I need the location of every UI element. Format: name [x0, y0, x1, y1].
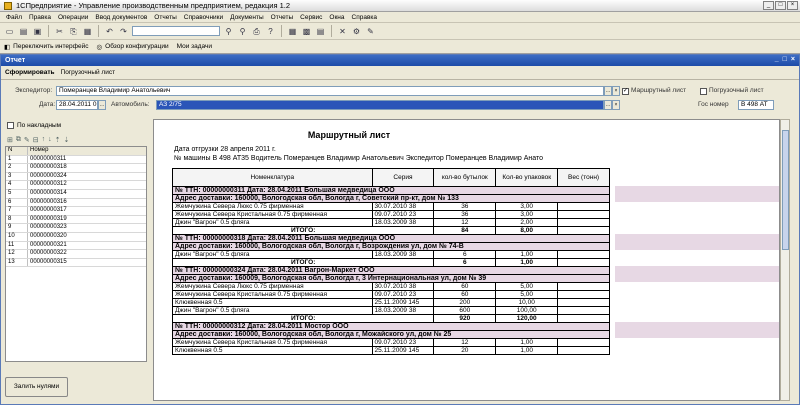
my-tasks-button[interactable] — [177, 43, 212, 50]
edit-row-icon[interactable]: ✎ — [23, 136, 30, 144]
address-row — [173, 275, 610, 283]
invoice-row[interactable] — [6, 259, 146, 268]
invoice-row-index: 2 — [6, 164, 28, 172]
total-row — [173, 227, 610, 235]
fill-zeros-button[interactable]: Залить нулями — [5, 377, 68, 397]
total-packs: 1,00 — [496, 259, 558, 267]
undo-icon[interactable]: ↶ — [106, 26, 113, 36]
invoice-row-index: 4 — [6, 181, 28, 189]
item-name: Клюквенная 0.5 — [173, 299, 373, 307]
address-row — [173, 195, 610, 203]
switch-interface-label: Переключить интерфейс — [13, 43, 89, 50]
save-icon[interactable]: ▣ — [33, 26, 42, 36]
item-packs: 3,00 — [496, 211, 558, 219]
date-label: Дата: — [39, 101, 56, 108]
new-file-icon[interactable]: ▭ — [5, 26, 14, 36]
item-weight — [558, 211, 610, 219]
by-invoices-label: По накладным — [17, 122, 62, 129]
item-name: Жемчужина Севера Кристальная 0.75 фирменная — [173, 291, 373, 299]
item-row — [173, 211, 610, 219]
item-packs: 1,00 — [496, 339, 558, 347]
item-series: 09.07.2010 23 — [372, 291, 434, 299]
invoice-row-index: 13 — [6, 259, 28, 267]
menu-item[interactable]: Окна — [329, 13, 345, 21]
cancel-icon[interactable]: ✕ — [339, 26, 346, 36]
item-series: 25.11.2009 145 — [372, 299, 434, 307]
total-row — [173, 315, 610, 323]
item-name: Клюквенная 0.5 — [173, 347, 373, 355]
find-next-icon[interactable]: ⚲ — [239, 26, 246, 36]
invoice-row-number: 00000000322 — [30, 250, 67, 257]
item-packs: 3,00 — [496, 203, 558, 211]
header-weight: Вес (тонн) — [558, 169, 610, 187]
invoice-table — [5, 146, 147, 362]
route-table — [172, 168, 610, 355]
item-row — [173, 291, 610, 299]
report-window-title — [1, 55, 799, 66]
item-row — [173, 339, 610, 347]
item-packs: 100,00 — [496, 307, 558, 315]
invoice-row-number: 00000000315 — [30, 258, 67, 265]
app-title: 1СПредприятие - Управление производственным предприятием, редакция 1.2 — [16, 1, 291, 10]
total-weight — [558, 259, 610, 267]
help-icon[interactable]: ? — [268, 26, 273, 36]
item-bottles: 36 — [434, 203, 496, 211]
invoice-row[interactable] — [6, 242, 146, 251]
maximize-button[interactable]: □ — [775, 1, 786, 10]
window-titlebar — [0, 0, 800, 12]
delivery-address: Адрес доставки: 160000, Вологодская обл, Вологда г, Советский пр-кт, дом № 133 — [173, 195, 610, 203]
gos-number-field[interactable]: В 498 АТ — [738, 100, 774, 110]
ttn-header: № ТТН: 00000000318 Дата: 28.04.2011 Большая медведица ООО — [173, 235, 610, 243]
tools-icon[interactable]: ✎ — [367, 26, 374, 36]
search-combo[interactable] — [132, 26, 220, 36]
menu-item[interactable]: Сервис — [300, 13, 323, 21]
app-icon — [4, 2, 12, 10]
main-toolbar — [0, 23, 800, 40]
item-row — [173, 283, 610, 291]
report-title: Маршрутный лист — [307, 130, 391, 140]
item-series: 09.07.2010 23 — [372, 339, 434, 347]
doc-maximize-button[interactable]: □ — [782, 56, 787, 63]
report-sheet — [153, 119, 780, 401]
item-series: 18.03.2009 38 — [372, 307, 434, 315]
date-field[interactable]: 28.04.2011 0 — [56, 100, 98, 110]
total-row — [173, 259, 610, 267]
report-window — [0, 54, 800, 405]
forwarder-select-button[interactable]: … — [605, 88, 611, 94]
menu-item[interactable]: Справочники — [183, 13, 224, 21]
route-table-header — [173, 169, 610, 187]
delivery-address: Адрес доставки: 160000, Вологодская обл, Вологда г, Можайского ул, дом № 25 — [173, 331, 610, 339]
row-highlight-band — [615, 234, 780, 242]
item-bottles: 6 — [434, 251, 496, 259]
calculator-icon[interactable]: ▩ — [302, 26, 311, 36]
item-row — [173, 219, 610, 227]
doc-close-button[interactable]: × — [790, 56, 795, 63]
invoice-table-header — [6, 147, 146, 156]
item-series: 25.11.2009 145 — [372, 347, 434, 355]
item-weight — [558, 299, 610, 307]
item-bottles: 600 — [434, 307, 496, 315]
switch-icon: ◧ — [4, 43, 11, 51]
switch-interface-button[interactable] — [4, 43, 89, 51]
invoice-row-index: 8 — [6, 216, 28, 224]
item-bottles: 20 — [434, 347, 496, 355]
report-window-controls — [775, 56, 795, 63]
invoice-row-number: 00000000320 — [30, 232, 67, 239]
menu-bar — [0, 12, 800, 23]
item-row — [173, 299, 610, 307]
header-bottles: кол-во бутылок — [434, 169, 496, 187]
item-series: 09.07.2010 23 — [372, 211, 434, 219]
by-invoices-row — [7, 122, 61, 129]
item-weight — [558, 283, 610, 291]
item-weight — [558, 307, 610, 315]
scroll-thumb[interactable] — [782, 130, 789, 250]
item-name: Жемчужина Севера Кристальная 0.75 фирменная — [173, 211, 373, 219]
route-sheet-checkbox[interactable]: ✓ — [623, 88, 629, 94]
col-n-header: N — [6, 147, 28, 155]
invoice-row-number: 00000000314 — [30, 189, 67, 196]
row-highlight-band — [615, 194, 780, 202]
print-icon[interactable]: ⎙ — [253, 26, 260, 36]
move-up-icon[interactable]: ↑ — [41, 136, 46, 143]
total-bottles: 920 — [434, 315, 496, 323]
copy-icon[interactable]: ⎘ — [70, 26, 77, 36]
loading-sheet-label: Погрузочный лист — [709, 87, 764, 94]
item-series: 30.07.2010 38 — [372, 203, 434, 211]
auto-label: Автомобиль: — [111, 101, 150, 108]
invoice-row-index: 6 — [6, 199, 28, 207]
item-weight — [558, 339, 610, 347]
item-packs: 10,00 — [496, 299, 558, 307]
minimize-button[interactable]: _ — [763, 1, 774, 10]
total-bottles: 84 — [434, 227, 496, 235]
item-bottles: 36 — [434, 211, 496, 219]
header-series: Серия — [372, 169, 434, 187]
move-down-icon[interactable]: ↓ — [48, 136, 52, 143]
loading-sheet-checkbox[interactable] — [700, 88, 707, 95]
item-bottles: 200 — [434, 299, 496, 307]
auto-field[interactable]: АЗ 2/75 — [156, 100, 604, 110]
total-weight — [558, 227, 610, 235]
menu-item[interactable]: Файл — [6, 13, 22, 21]
delivery-address: Адрес доставки: 160009, Вологодская обл, Вологда г, 3 Интернациональная ул, дом № 39 — [173, 275, 610, 283]
ship-date-line: Дата отгрузки 28 апреля 2011 г. — [174, 146, 276, 153]
doc-minimize-button[interactable]: _ — [774, 56, 779, 63]
sort-asc-icon[interactable]: ⇡ — [54, 136, 61, 144]
header-packs: Кол-во упаковок — [496, 169, 558, 187]
invoice-row-number: 00000000312 — [30, 181, 67, 188]
invoice-row-index: 11 — [6, 242, 28, 250]
address-row — [173, 331, 610, 339]
toolbar-separator — [48, 25, 49, 37]
invoice-row-number: 00000000323 — [30, 224, 67, 231]
total-label: ИТОГО: — [173, 259, 434, 267]
item-row — [173, 203, 610, 211]
delete-row-icon[interactable]: ⊟ — [32, 136, 39, 144]
item-weight — [558, 251, 610, 259]
ttn-header: № ТТН: 00000000312 Дата: 28.04.2011 Мостор ООО — [173, 323, 610, 331]
calendar-icon[interactable]: ▦ — [288, 26, 297, 36]
gos-number-label: Гос номер — [698, 101, 729, 108]
invoice-row-number: 00000000321 — [30, 241, 67, 248]
ttn-row — [173, 187, 610, 195]
invoice-row-number: 00000000317 — [30, 207, 67, 214]
row-highlight-band — [615, 330, 780, 338]
row-highlight-band — [615, 266, 780, 274]
item-weight — [558, 203, 610, 211]
item-name: Жемчужина Севера Люкс 0.75 фирменная — [173, 203, 373, 211]
config-review-button[interactable] — [97, 43, 169, 51]
row-highlight-band — [615, 242, 780, 250]
invoice-row-index: 12 — [6, 250, 28, 258]
item-packs: 2,00 — [496, 219, 558, 227]
col-number-header: Номер — [30, 147, 49, 153]
item-weight — [558, 347, 610, 355]
item-packs: 1,00 — [496, 347, 558, 355]
item-row — [173, 307, 610, 315]
menu-item[interactable]: Отчеты — [154, 13, 177, 21]
item-packs: 1,00 — [496, 251, 558, 259]
toolbar-separator — [281, 25, 282, 37]
total-packs: 8,00 — [496, 227, 558, 235]
add-row-icon[interactable]: ⊞ — [7, 136, 13, 144]
invoice-row-number: 00000000311 — [30, 155, 67, 162]
invoice-row[interactable] — [6, 224, 146, 233]
total-weight — [558, 315, 610, 323]
total-bottles: 6 — [434, 259, 496, 267]
table-icon[interactable]: ▤ — [316, 26, 325, 36]
report-command-bar — [1, 67, 799, 78]
row-highlight-band — [615, 186, 780, 194]
review-icon: ◎ — [96, 43, 103, 51]
machine-line: № машины В 498 АТ35 Водитель Померанцев Владимир Анатольевич Экспедитор Померанцев Владимир Анато — [174, 155, 544, 162]
auto-clear-button[interactable]: × — [612, 100, 620, 110]
menu-item[interactable]: Правка — [28, 13, 51, 21]
my-tasks-label: Мои задачи — [176, 43, 213, 50]
route-sheet-label: Маршрутный лист — [631, 87, 687, 94]
menu-item[interactable]: Операции — [57, 13, 89, 21]
invoice-row[interactable] — [6, 181, 146, 190]
header-nomenclature: Номенклатура — [173, 169, 373, 187]
invoice-row-index: 1 — [6, 156, 28, 164]
invoice-row[interactable] — [6, 164, 146, 173]
close-button[interactable]: × — [787, 1, 798, 10]
invoice-row[interactable] — [6, 250, 146, 259]
date-picker-button[interactable]: … — [99, 102, 105, 108]
open-folder-icon[interactable]: ▤ — [19, 26, 28, 36]
redo-icon[interactable]: ↷ — [120, 26, 127, 36]
total-label: ИТОГО: — [173, 315, 434, 323]
window-controls — [763, 1, 798, 10]
copy-row-icon[interactable]: ⧉ — [15, 135, 21, 143]
cut-icon[interactable]: ✂ — [56, 26, 63, 36]
item-bottles: 60 — [434, 283, 496, 291]
invoice-row-number: 00000000318 — [30, 164, 67, 171]
ttn-header: № ТТН: 00000000311 Дата: 28.04.2011 Большая медведица ООО — [173, 187, 610, 195]
item-packs: 5,00 — [496, 291, 558, 299]
report-title-label: Отчет — [5, 57, 26, 64]
item-bottles: 12 — [434, 339, 496, 347]
item-name: Жемчужина Севера Люкс 0.75 фирменная — [173, 283, 373, 291]
menu-item[interactable]: Ввод документов — [95, 13, 148, 21]
forwarder-clear-button[interactable]: × — [612, 86, 620, 96]
invoice-row-number: 00000000316 — [30, 198, 67, 205]
forwarder-field[interactable]: Померанцев Владимир Анатольевич — [56, 86, 604, 96]
item-name: Джин "Вагрон" 0.5 фляга — [173, 307, 373, 315]
menu-item[interactable]: Документы — [230, 13, 264, 21]
item-series: 18.03.2009 38 — [372, 219, 434, 227]
row-highlight-band — [615, 322, 780, 330]
address-row — [173, 243, 610, 251]
invoice-row[interactable] — [6, 233, 146, 242]
invoice-panel — [5, 122, 148, 402]
find-icon[interactable]: ⚲ — [225, 26, 232, 36]
item-series: 30.07.2010 38 — [372, 283, 434, 291]
row-highlight-band — [615, 274, 780, 282]
secondary-toolbar — [0, 40, 800, 54]
report-vertical-scrollbar[interactable] — [780, 119, 790, 401]
config-review-label: Обзор конфигурации — [105, 43, 169, 50]
item-name: Джин "Вагрон" 0.5 фляга — [173, 219, 373, 227]
divider — [1, 79, 799, 80]
item-series: 18.03.2009 38 — [372, 251, 434, 259]
forwarder-label: Экспедитор: — [15, 87, 53, 94]
invoice-row-index: 10 — [6, 233, 28, 241]
invoice-row[interactable] — [6, 216, 146, 225]
properties-icon[interactable]: ⚙ — [352, 26, 361, 36]
item-packs: 5,00 — [496, 283, 558, 291]
ttn-header: № ТТН: 00000000324 Дата: 28.04.2011 Вагрон-Маркет ООО — [173, 267, 610, 275]
auto-select-button[interactable]: … — [605, 102, 611, 108]
item-weight — [558, 219, 610, 227]
invoice-row[interactable] — [6, 207, 146, 216]
loading-sheet-tab[interactable]: Погрузочный лист — [60, 69, 116, 76]
toolbar-separator — [331, 25, 332, 37]
invoice-row-number: 00000000319 — [30, 215, 67, 222]
invoice-row[interactable] — [6, 190, 146, 199]
item-row — [173, 251, 610, 259]
item-weight — [558, 291, 610, 299]
total-label: ИТОГО: — [173, 227, 434, 235]
item-name: Жемчужина Севера Кристальная 0.75 фирменная — [173, 339, 373, 347]
invoice-row-index: 5 — [6, 190, 28, 198]
total-packs: 120,00 — [496, 315, 558, 323]
invoice-toolbar — [7, 134, 69, 145]
invoice-row-number: 00000000324 — [30, 172, 67, 179]
invoice-row[interactable] — [6, 199, 146, 208]
ttn-row — [173, 267, 610, 275]
invoice-row[interactable] — [6, 173, 146, 182]
item-bottles: 12 — [434, 219, 496, 227]
item-name: Джин "Вагрон" 0.5 фляга — [173, 251, 373, 259]
item-bottles: 60 — [434, 291, 496, 299]
invoice-row[interactable] — [6, 156, 146, 165]
ttn-row — [173, 235, 610, 243]
paste-icon[interactable]: ▦ — [83, 26, 92, 36]
by-invoices-checkbox[interactable] — [7, 122, 14, 129]
invoice-row-index: 7 — [6, 207, 28, 215]
invoice-row-index: 9 — [6, 224, 28, 232]
menu-item[interactable]: Справка — [351, 13, 378, 21]
menu-item[interactable]: Отчеты — [270, 13, 294, 21]
invoice-row-index: 3 — [6, 173, 28, 181]
form-button[interactable]: Сформировать — [5, 69, 55, 76]
sort-desc-icon[interactable]: ⇣ — [63, 136, 70, 144]
toolbar-separator — [98, 25, 99, 37]
delivery-address: Адрес доставки: 160000, Вологодская обл, Вологда г, Возрождения ул, дом № 74-В — [173, 243, 610, 251]
ttn-row — [173, 323, 610, 331]
item-row — [173, 347, 610, 355]
